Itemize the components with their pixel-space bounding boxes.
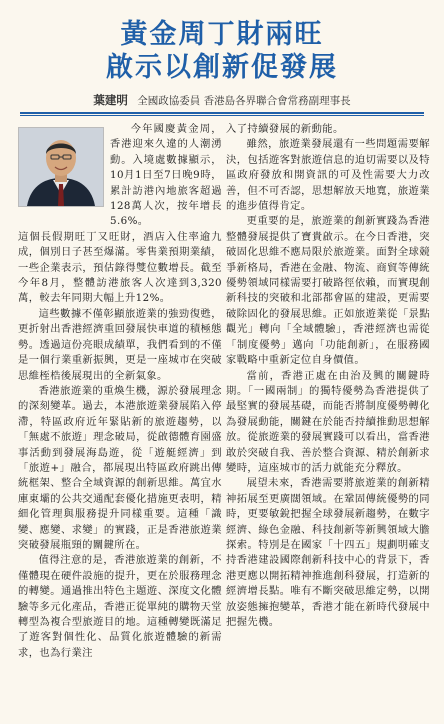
headline-rule-thin	[20, 115, 424, 116]
headline-line-1: 黃金周丁財兩旺	[120, 19, 324, 50]
paragraph-5: 雖然，旅遊業發展還有一些問題需要解決，包括遊客對旅遊信息的迫切需要以及特區政府發放和開資訊的可及性需要大力改善，但不可否認，思想解放天地寬，旅遊業的進步值得肯定。	[226, 138, 430, 213]
left-column	[18, 122, 222, 661]
paragraph-7: 當前，香港正處在由治及興的關鍵時期。「一國兩制」的獨特優勢為香港提供了最堅實的發展基礎，而能否將制度優勢轉化為發展動能，關鍵在於能否持續推動思想解放。從旅遊業的發展實踐可以看出，當香港敢於突破自我、善於整合資源、精於創新求變時，這座城市的活力就能充分釋放。	[226, 369, 430, 474]
paragraph-1-rest: 這個長假期旺丁又旺財，酒店入住率逾九成，個別日子甚至爆滿。零售業預期業績，一些企業表示，預估錄得雙位數增長。截至今年8月，整體訪港旅客人次達到3,320萬，較去年同期大幅上升12%。	[18, 230, 222, 305]
paragraph-2: 這些數據不僅彰顯旅遊業的強勁復甦，更折射出香港經濟重回發展快車道的積極態勢。透過這份亮眼成績單，我們看到的不僅是一個行業重新振興，更是一座城市在突破思維桎梏後展現出的全新氣象。	[18, 307, 222, 382]
headline-line-2: 啟示以創新促發展	[106, 52, 338, 83]
byline	[20, 92, 424, 108]
paragraph-1-wrap: 今年國慶黃金周，香港迎來久違的人潮湧動。入境處數據顯示，10月1日至7日晚9時，累計訪港內地旅客超過128萬人次，按年增長5.6%。	[110, 123, 222, 228]
author-name: 葉建明	[93, 93, 128, 107]
paragraph-6: 更重要的是，旅遊業的創新實踐為香港整體發展提供了寶貴啟示。在今日香港，突破固化思維不應局限於旅遊業。面對全球競爭新格局，香港在金融、物流、商貿等傳統優勢領域同樣需要打破路徑依賴，而實現創新科技的突破和北部都會區的建設，更需要破除固化的發展思維。正如旅遊業從「景點觀光」轉向「全域體驗」，香港經濟也需從「制度優勢」邁向「功能創新」，在服務國家戰略中重新定位自身價值。	[226, 215, 430, 367]
right-column	[226, 122, 430, 630]
paragraph-4: 值得注意的是，香港旅遊業的創新，不僅體現在硬件設施的提升，更在於服務理念的轉變。通過推出特色主題遊、深度文化體驗等多元化產品，香港正從單純的購物天堂轉型為複合型旅遊目的地。這種轉變既滿足了遊客對個性化、品質化旅遊體驗的新需求，也為行業注	[18, 554, 222, 659]
author-title: 全國政協委員 香港島各界聯合會常務副理事長	[137, 95, 351, 107]
paragraph-3: 香港旅遊業的重煥生機，源於發展理念的深刻變革。過去，本港旅遊業發展陷入停滯，特區政府近年緊貼新的旅遊趨勢，以「無處不旅遊」理念破局，從啟德體育園盛事活動到發展海島遊，從「遊艇經濟」到「旅遊+」融合，都展現出特區政府跳出傳統框架、整合全域資源的創新思維。萬宜水庫東壩的公共交通配套優化措施更表明，精細化管理與服務提升同樣重要。這種「識變、應變、求變」的實踐，正是香港旅遊業突破發展瓶頸的關鍵所在。	[18, 384, 222, 551]
headline-rule	[20, 112, 424, 114]
paragraph-8: 展望未來，香港需要將旅遊業的創新精神拓展至更廣闊領域。在鞏固傳統優勢的同時，更要敏銳把握全球發展新趨勢，在數字經濟、綠色金融、科技創新等新興領域大膽探索。特別是在國家「十四五」規劃明確支持香港建設國際創新科技中心的背景下，香港更應以開拓精神推進創科發展，打造新的經濟增長點。唯有不斷突破思維定勢，以開放姿態擁抱變革，香港才能在新時代發展中把握先機。	[226, 477, 430, 628]
photo-wrap-block	[18, 122, 222, 230]
paragraph-4-continued: 入了持續發展的新動能。	[226, 123, 344, 135]
headline	[0, 18, 444, 84]
